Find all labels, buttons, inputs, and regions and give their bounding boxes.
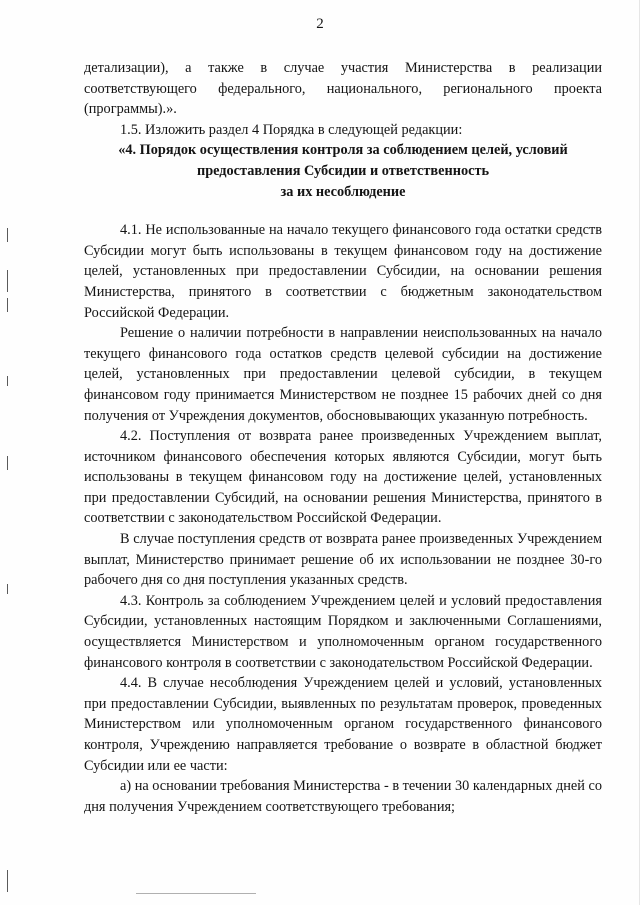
spacer: [84, 202, 602, 220]
paragraph-4-4-a: а) на основании требования Министерства - в течении 30 календарных дней со дня получения Учреждением соответствующего требования;: [84, 778, 602, 815]
margin-mark: [7, 270, 8, 292]
paragraph-4-1-decision: Решение о наличии потребности в направлении неиспользованных на начало текущего финансового года остатков средств целевой субсидии на достижение целей, установленных при предоставлении целевой субсидии, в текущем финансовом году принимается Министерством не позднее 15 рабочих дней со дня получения от Учреждения документов, обосновывающих указанную потребность.: [84, 325, 602, 424]
margin-mark: [7, 298, 8, 312]
margin-mark: [7, 228, 8, 242]
page-number: 2: [316, 16, 324, 32]
section-heading-line-2: предоставления Субсидии и ответственность: [196, 162, 490, 179]
paragraph-instruction: 1.5. Изложить раздел 4 Порядка в следующей редакции:: [120, 121, 463, 138]
margin-mark: [7, 584, 8, 594]
margin-mark: [7, 870, 8, 892]
paragraph-4-3: 4.3. Контроль за соблюдением Учреждением целей и условий предоставления Субсидии, установленных настоящим Порядком и заключенными Соглашениями, осуществляется Министерством и уполномоченным органом государственного финансового контроля в соответствии с законодательством Российской Федерации.: [84, 592, 602, 671]
section-heading-line-3: за их несоблюдение: [280, 183, 406, 200]
paragraph-4-4: 4.4. В случае несоблюдения Учреждением целей и условий, установленных при предоставлении Субсидии, выявленных по результатам проверок, проведенных Министерством или уполномоченным органом государственного финансового контроля, Учреждению направляется требование о возврате в областной бюджет Субсидии или ее части:: [84, 675, 602, 774]
section-heading-line-1: «4. Порядок осуществления контроля за соблюдением целей, условий: [118, 142, 568, 159]
margin-mark: [7, 456, 8, 470]
paragraph-continuation: детализации), а также в случае участия Министерства в реализации соответствующего федерального, национального, регионального проекта (программы).».: [84, 60, 602, 118]
paragraph-4-2: 4.2. Поступления от возврата ранее произведенных Учреждением выплат, источником финансового обеспечения которых являются Субсидии, могут быть использованы в текущем финансовом году на достижение целей, установленных при предоставлении Субсидий, на основании решения Министерства, принятого в соответствии с законодательством Российской Федерации.: [84, 428, 602, 527]
paragraph-4-1: 4.1. Не использованные на начало текущего финансового года остатки средств Субсидии могут быть использованы в текущем финансовом году на достижение целей, установленных при предоставлении Субсидии, на основании решения Министерства, принятого в соответствии с бюджетным законодательством Российской Федерации.: [84, 222, 602, 321]
footer-rule: [136, 893, 256, 894]
margin-mark: [7, 376, 8, 386]
paragraph-4-2-case: В случае поступления средств от возврата ранее произведенных Учреждением выплат, Министерство принимает решение об их использовании не позднее 30-го рабочего дня со дня поступления указанных средств.: [84, 531, 602, 589]
document-body: [84, 58, 602, 817]
